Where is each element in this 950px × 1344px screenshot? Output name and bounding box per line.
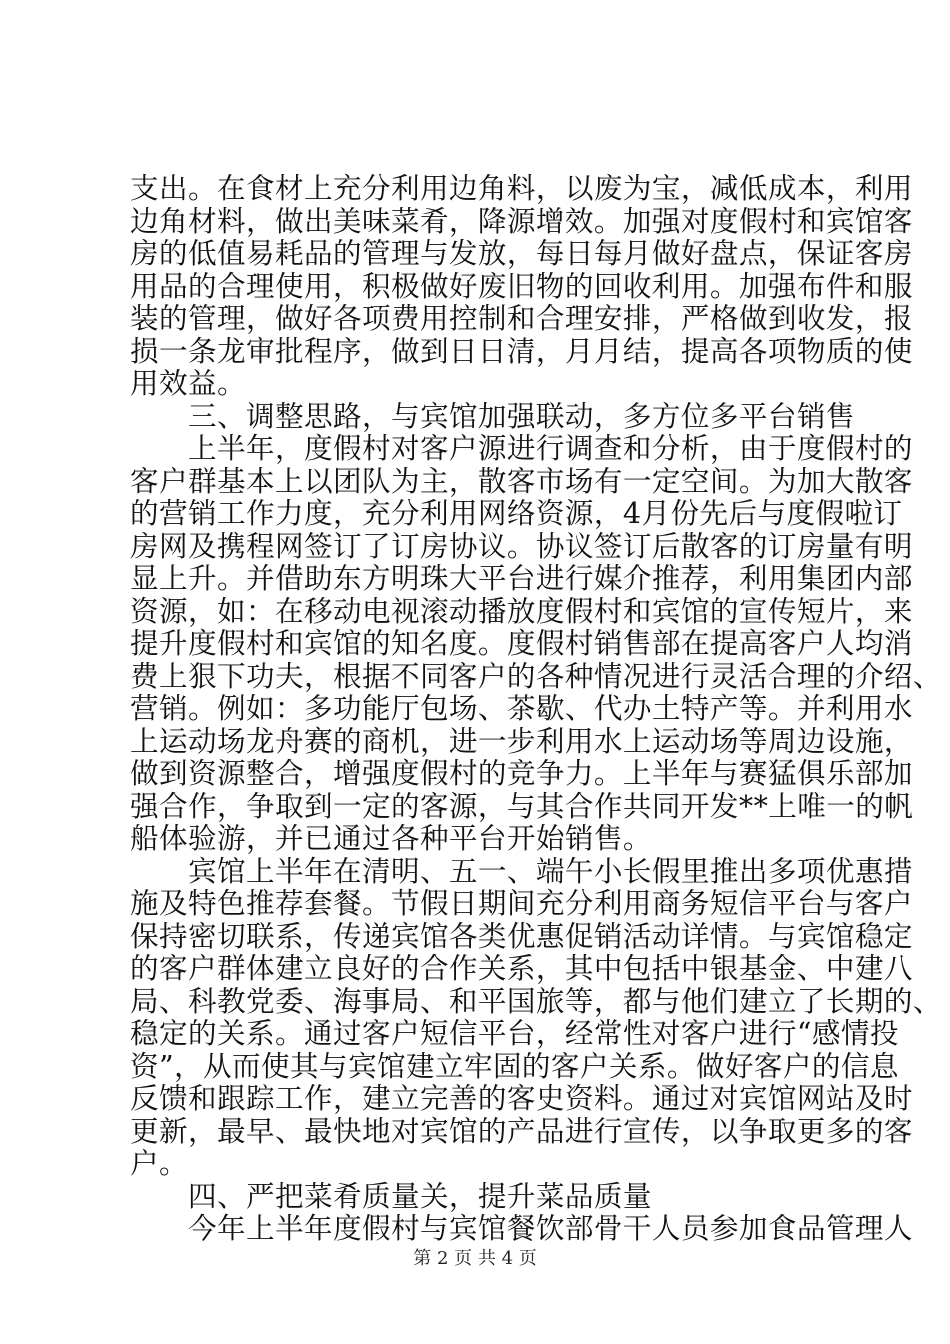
body-text-line: 支出。在食材上充分利用边角料，以废为宝，减低成本，利用: [130, 171, 913, 205]
body-text-line: 四、严把菜肴质量关，提升菜品质量: [130, 1178, 652, 1213]
body-text-line: 稳定的关系。通过客户短信平台，经常性对客户进行“感情投: [130, 1016, 899, 1050]
body-text-line: 显上升。并借助东方明珠大平台进行媒介推荐，利用集团内部: [130, 561, 913, 595]
body-text-line: 房网及携程网签订了订房协议。协议签订后散客的订房量有明: [130, 528, 913, 563]
page-number-footer: 第 2 页 共 4 页: [413, 1248, 537, 1269]
body-text-line: 强合作，争取到一定的客源，与其合作共同开发**上唯一的帆: [130, 788, 914, 823]
body-text-line: 费上狠下功夫，根据不同客户的各种情况进行灵活合理的介绍、: [130, 658, 942, 693]
body-text-line: 施及特色推荐套餐。节假日期间充分利用商务短信平台与客户: [130, 886, 913, 920]
body-text-line: 反馈和跟踪工作，建立完善的客史资料。通过对宾馆网站及时: [130, 1081, 913, 1115]
body-text-line: 边角材料，做出美味菜肴，降源增效。加强对度假村和宾馆客: [130, 203, 913, 238]
body-text-line: 保持密切联系，传递宾馆各类优惠促销活动详情。与宾馆稳定: [130, 918, 913, 953]
body-text-line: 提升度假村和宾馆的知名度。度假村销售部在提高客户人均消: [130, 626, 913, 660]
body-text-line: 的客户群体建立良好的合作关系，其中包括中银基金、中建八: [130, 951, 913, 985]
body-text-line: 的营销工作力度，充分利用网络资源，4月份先后与度假啦订: [130, 496, 903, 530]
body-text-line: 上半年，度假村对客户源进行调查和分析，由于度假村的: [130, 431, 913, 465]
body-text-line: 局、科教党委、海事局、和平国旅等，都与他们建立了长期的、: [130, 983, 942, 1018]
body-text-line: 户。: [130, 1146, 188, 1180]
body-text-line: 用品的合理使用，积极做好废旧物的回收利用。加强布件和服: [130, 268, 913, 303]
body-text-line: 宾馆上半年在清明、五一、端午小长假里推出多项优惠措: [130, 853, 913, 888]
body-text-line: 客户群基本上以团队为主，散客市场有一定空间。为加大散客: [130, 463, 913, 498]
body-text-line: 装的管理，做好各项费用控制和合理安排，严格做到收发，报: [130, 301, 913, 335]
body-text-line: 房的低值易耗品的管理与发放，每日每月做好盘点，保证客房: [130, 236, 913, 270]
body-text-line: 资”，从而使其与宾馆建立牢固的客户关系。做好客户的信息: [130, 1048, 899, 1083]
body-text-line: 今年上半年度假村与宾馆餐饮部骨干人员参加食品管理人: [130, 1211, 913, 1245]
body-text-line: 用效益。: [130, 366, 246, 400]
body-text-line: 损一条龙审批程序，做到日日清，月月结，提高各项物质的使: [130, 333, 913, 368]
body-text-line: 做到资源整合，增强度假村的竞争力。上半年与赛猛俱乐部加: [130, 756, 913, 790]
body-text-line: 船体验游，并已通过各种平台开始销售。: [130, 821, 652, 855]
body-text-line: 资源，如：在移动电视滚动播放度假村和宾馆的宣传短片，来: [130, 593, 913, 628]
body-text-line: 更新，最早、最快地对宾馆的产品进行宣传，以争取更多的客: [130, 1113, 913, 1148]
body-text-line: 营销。例如：多功能厅包场、茶歇、代办土特产等。并利用水: [130, 691, 913, 725]
section-heading: 三、调整思路，与宾馆加强联动，多方位多平台销售: [130, 398, 855, 433]
body-text-line: 上运动场龙舟赛的商机，进一步利用水上运动场等周边设施，: [130, 723, 913, 758]
